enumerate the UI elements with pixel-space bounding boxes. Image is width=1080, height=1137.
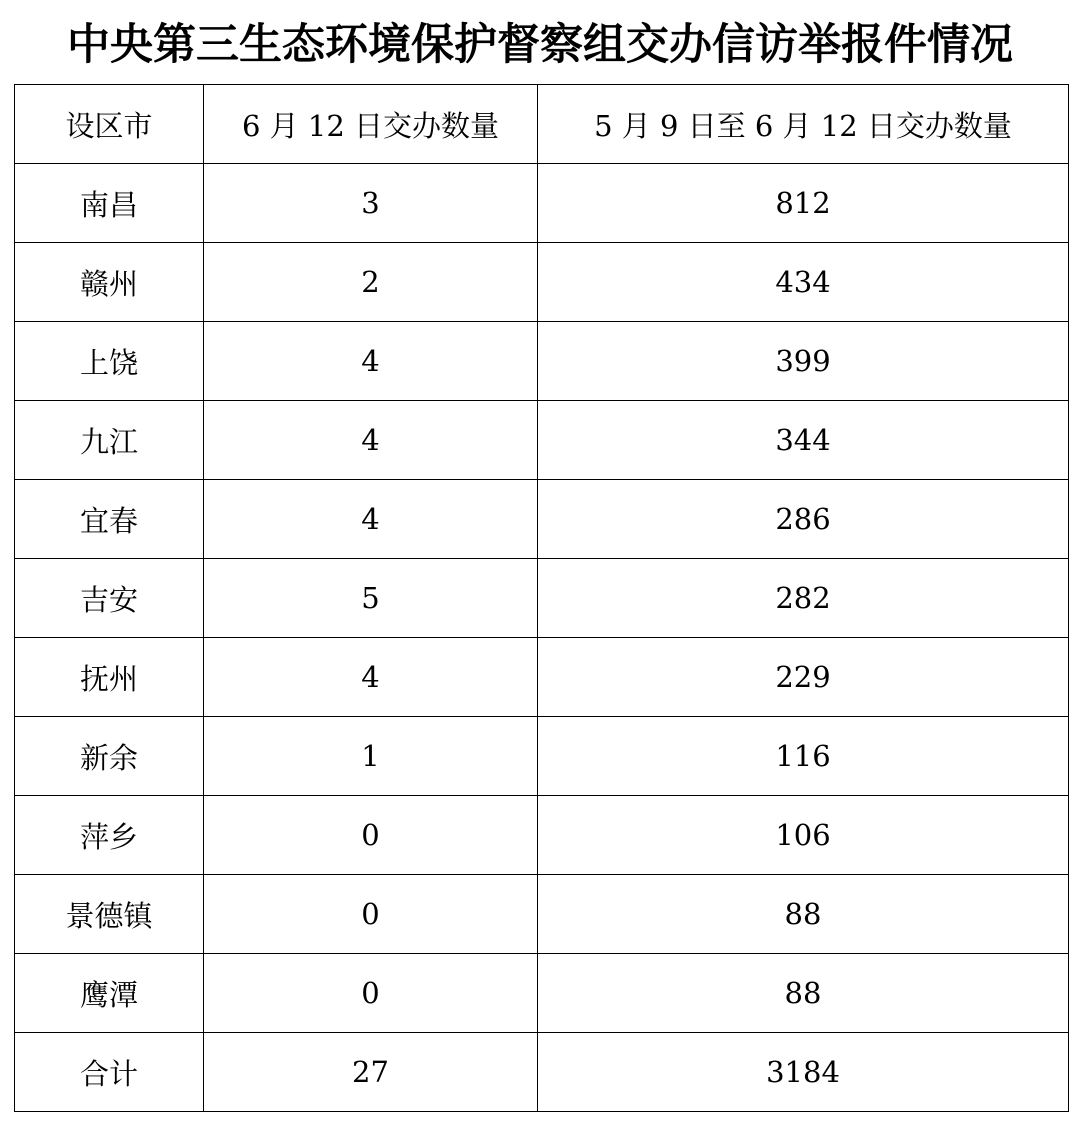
cell-city: 吉安: [15, 559, 204, 638]
cell-city: 新余: [15, 717, 204, 796]
cell-total-count: 399: [538, 322, 1069, 401]
cell-city: 上饶: [15, 322, 204, 401]
page-title: 中央第三生态环境保护督察组交办信访举报件情况: [67, 20, 1013, 70]
table-row: [15, 322, 1069, 401]
cell-total-label: 合计: [15, 1033, 204, 1112]
table-total-row: [15, 1033, 1069, 1112]
cell-today-count: 2: [204, 243, 538, 322]
cell-today-count: 4: [204, 322, 538, 401]
table-row: [15, 954, 1069, 1033]
table-row: [15, 638, 1069, 717]
table-row: [15, 875, 1069, 954]
cell-today-count: 1: [204, 717, 538, 796]
cell-city: 赣州: [15, 243, 204, 322]
cell-city: 南昌: [15, 164, 204, 243]
cell-today-count: 0: [204, 954, 538, 1033]
table-row: [15, 796, 1069, 875]
cell-today-count: 3: [204, 164, 538, 243]
cell-today-count: 4: [204, 480, 538, 559]
cell-total-count: 106: [538, 796, 1069, 875]
header-total-count: 5 月 9 日至 6 月 12 日交办数量: [538, 85, 1069, 164]
cell-total-count: 286: [538, 480, 1069, 559]
cell-grand-total-count: 3184: [538, 1033, 1069, 1112]
cell-total-today-count: 27: [204, 1033, 538, 1112]
cell-today-count: 0: [204, 875, 538, 954]
table-row: [15, 717, 1069, 796]
cell-city: 抚州: [15, 638, 204, 717]
cell-city: 景德镇: [15, 875, 204, 954]
table-row: [15, 164, 1069, 243]
cell-total-count: 88: [538, 875, 1069, 954]
cell-total-count: 116: [538, 717, 1069, 796]
cell-total-count: 88: [538, 954, 1069, 1033]
cell-today-count: 4: [204, 638, 538, 717]
cell-total-count: 282: [538, 559, 1069, 638]
cell-city: 鹰潭: [15, 954, 204, 1033]
cell-total-count: 344: [538, 401, 1069, 480]
cell-total-count: 434: [538, 243, 1069, 322]
header-today-count: 6 月 12 日交办数量: [204, 85, 538, 164]
table-row: [15, 243, 1069, 322]
cell-total-count: 229: [538, 638, 1069, 717]
cell-today-count: 4: [204, 401, 538, 480]
header-city: 设区市: [15, 85, 204, 164]
table-row: [15, 559, 1069, 638]
cell-today-count: 5: [204, 559, 538, 638]
table-row: [15, 480, 1069, 559]
table-header-row: [15, 85, 1069, 164]
report-table: [14, 84, 1069, 1112]
cell-total-count: 812: [538, 164, 1069, 243]
table-row: [15, 401, 1069, 480]
cell-city: 九江: [15, 401, 204, 480]
cell-city: 萍乡: [15, 796, 204, 875]
cell-city: 宜春: [15, 480, 204, 559]
cell-today-count: 0: [204, 796, 538, 875]
